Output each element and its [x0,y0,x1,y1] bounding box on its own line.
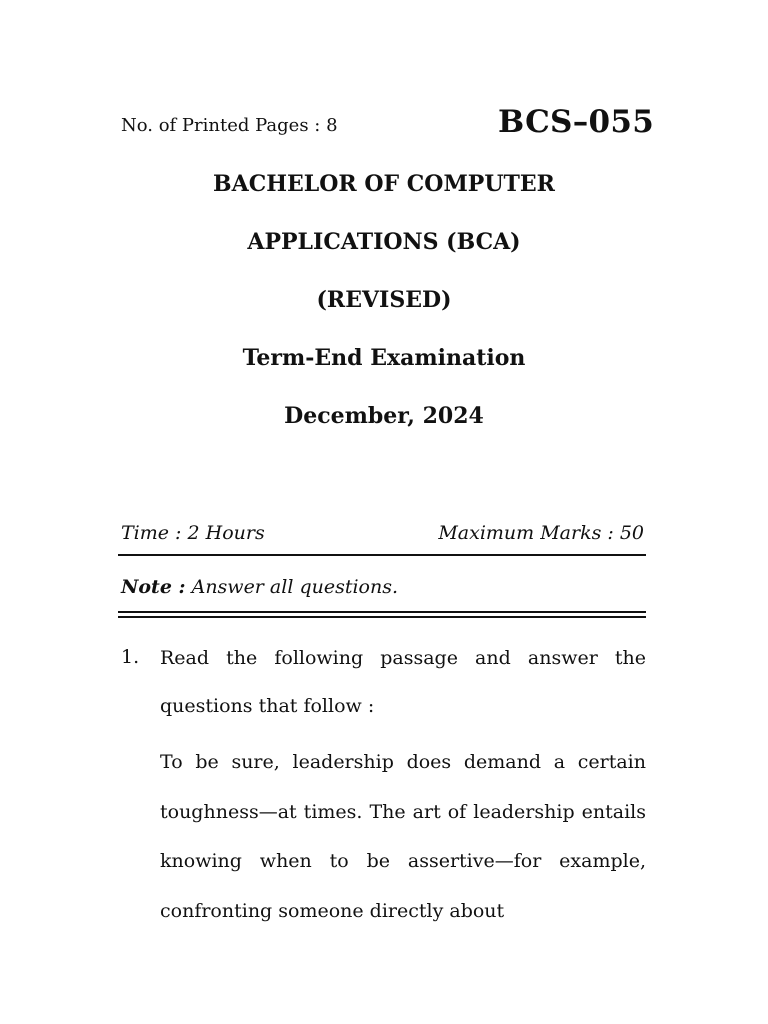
title-line-2: APPLICATIONS (BCA) [247,229,521,255]
printed-pages-count: No. of Printed Pages : 8 [121,115,338,136]
title-line-1: BACHELOR OF COMPUTER [213,171,555,197]
exam-name: Term-End Examination [242,345,526,371]
exam-note [121,576,398,598]
question-instruction: Read the following passage and answer the questions that follow : [160,647,646,717]
reading-passage: To be sure, leadership does demand a certain toughness—at times. The art of leadership entails knowing when to be assertive—for example, confronting someone directly about [160,751,646,922]
note-text: Answer all questions. [191,576,399,598]
question-number: 1. [121,646,140,668]
exam-date: December, 2024 [284,403,484,429]
course-code: BCS–055 [498,104,655,140]
note-double-divider [118,611,646,618]
title-line-3: (REVISED) [316,287,452,313]
note-label: Note : [121,576,186,598]
time-allowed: Time : 2 Hours [121,522,265,544]
header-divider [118,554,646,556]
maximum-marks: Maximum Marks : 50 [438,522,644,544]
